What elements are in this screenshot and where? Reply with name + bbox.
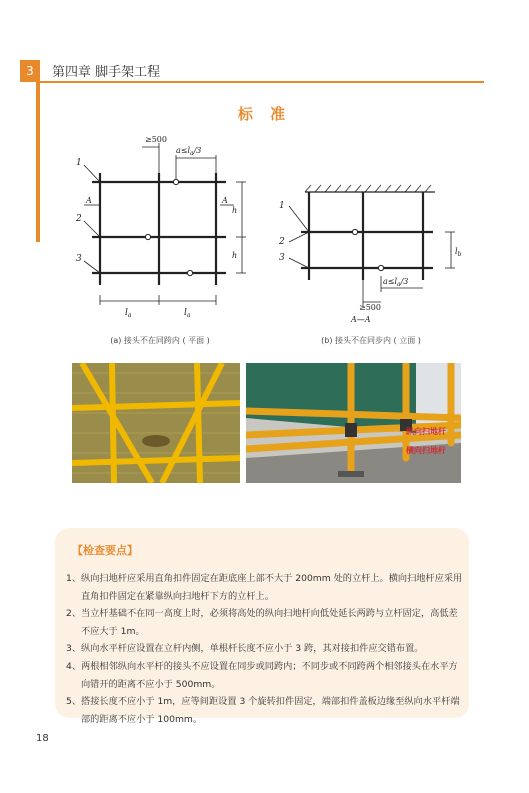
chapter-title: 第四章 脚手架工程 (52, 65, 161, 80)
elev-dim-a: a≤l (383, 277, 398, 286)
elev-section-label: A—A (351, 315, 371, 324)
check-point-item: 2、当立杆基础不在同一高度上时，必须将高处的纵向扫地杆向低处延长两跨与立杆固定，高低差不应大于 1m。 (66, 608, 458, 637)
diagram-a-caption: (a) 接头不在同跨内 ( 平面 ) (110, 336, 210, 345)
plan-mark-a-left: A (86, 196, 92, 205)
photo-sweeping-rods (246, 363, 461, 483)
check-point-item: 4、两根相邻纵向水平杆的接头不应设置在同步或同跨内；不同步或不同跨两个相邻接头在水平方向错开的距离不应小于 500mm。 (66, 660, 458, 690)
diagram-b-caption: (b) 接头不在同步内 ( 立面 ) (321, 336, 421, 345)
photo-left-image (72, 363, 240, 483)
label-transverse-rod: 横向扫地杆 (406, 446, 446, 455)
elev-dim-a-sub: a (397, 281, 401, 288)
label-longitudinal-rod: 纵向扫地杆 (406, 427, 446, 436)
check-points-title: 【检查要点】 (72, 544, 138, 557)
svg-text:la (125, 308, 132, 319)
page-number: 18 (36, 733, 49, 744)
elev-label-2: 2 (279, 237, 285, 247)
elev-dim-a-tail: /3 (400, 277, 409, 286)
svg-text:a≤la/3 (383, 277, 408, 288)
photo-right-image (246, 363, 461, 483)
section-title: 标 准 (237, 105, 292, 123)
header-divider (40, 81, 484, 83)
check-point-item: 5、搭接长度不应小于 1m，应等间距设置 3 个旋转扣件固定，端部扣件盖板边缘至纵向水平杆端部的距离不应小于 100mm。 (66, 696, 460, 725)
plan-label-2: 2 (76, 214, 82, 224)
check-point-item: 1、纵向扫地杆应采用直角扣件固定在距底座上部不大于 200mm 处的立杆上。横向扫地杆应采用直角扣件固定在紧靠纵向扫地杆下方的立杆上。 (66, 573, 463, 602)
svg-text:lb (455, 247, 462, 258)
plan-dim-la-1-sub: a (127, 312, 132, 319)
plan-dim-500: ≥500 (145, 135, 167, 144)
elev-label-1: 1 (279, 201, 285, 211)
elev-dim-h: l (455, 247, 458, 256)
check-point-item: 3、纵向水平杆应设置在立杆内侧，单根杆长度不应小于 3 跨，其对接扣件应交错布置。 (66, 643, 424, 655)
diagram-plan-view (70, 125, 250, 330)
diagram-plan-svg (70, 125, 250, 330)
plan-label-1: 1 (76, 158, 82, 168)
check-points-list (66, 570, 464, 728)
plan-dim-a: a≤l (176, 146, 191, 155)
plan-mark-a-right: A (222, 196, 228, 205)
svg-text:a≤la/3 (176, 146, 201, 157)
chapter-number-badge: 3 (20, 60, 40, 82)
plan-dim-a-tail: /3 (193, 146, 202, 155)
elev-label-3: 3 (279, 253, 285, 263)
plan-label-3: 3 (76, 254, 82, 264)
elev-dim-h-sub: b (457, 251, 462, 258)
plan-dim-h-1: h (232, 206, 238, 215)
plan-dim-a-sub: a (190, 150, 194, 157)
plan-dim-h-2: h (232, 251, 238, 260)
diagram-elevation-view (275, 180, 465, 330)
plan-dim-la-1: l (125, 308, 128, 318)
elev-dim-500: ≥500 (359, 303, 381, 312)
diagram-elevation-svg (275, 180, 465, 330)
photo-scaffold-net (72, 363, 240, 483)
plan-dim-la-2-sub: a (186, 312, 191, 319)
svg-text:la (184, 308, 191, 319)
plan-dim-la-2: l (184, 308, 187, 318)
